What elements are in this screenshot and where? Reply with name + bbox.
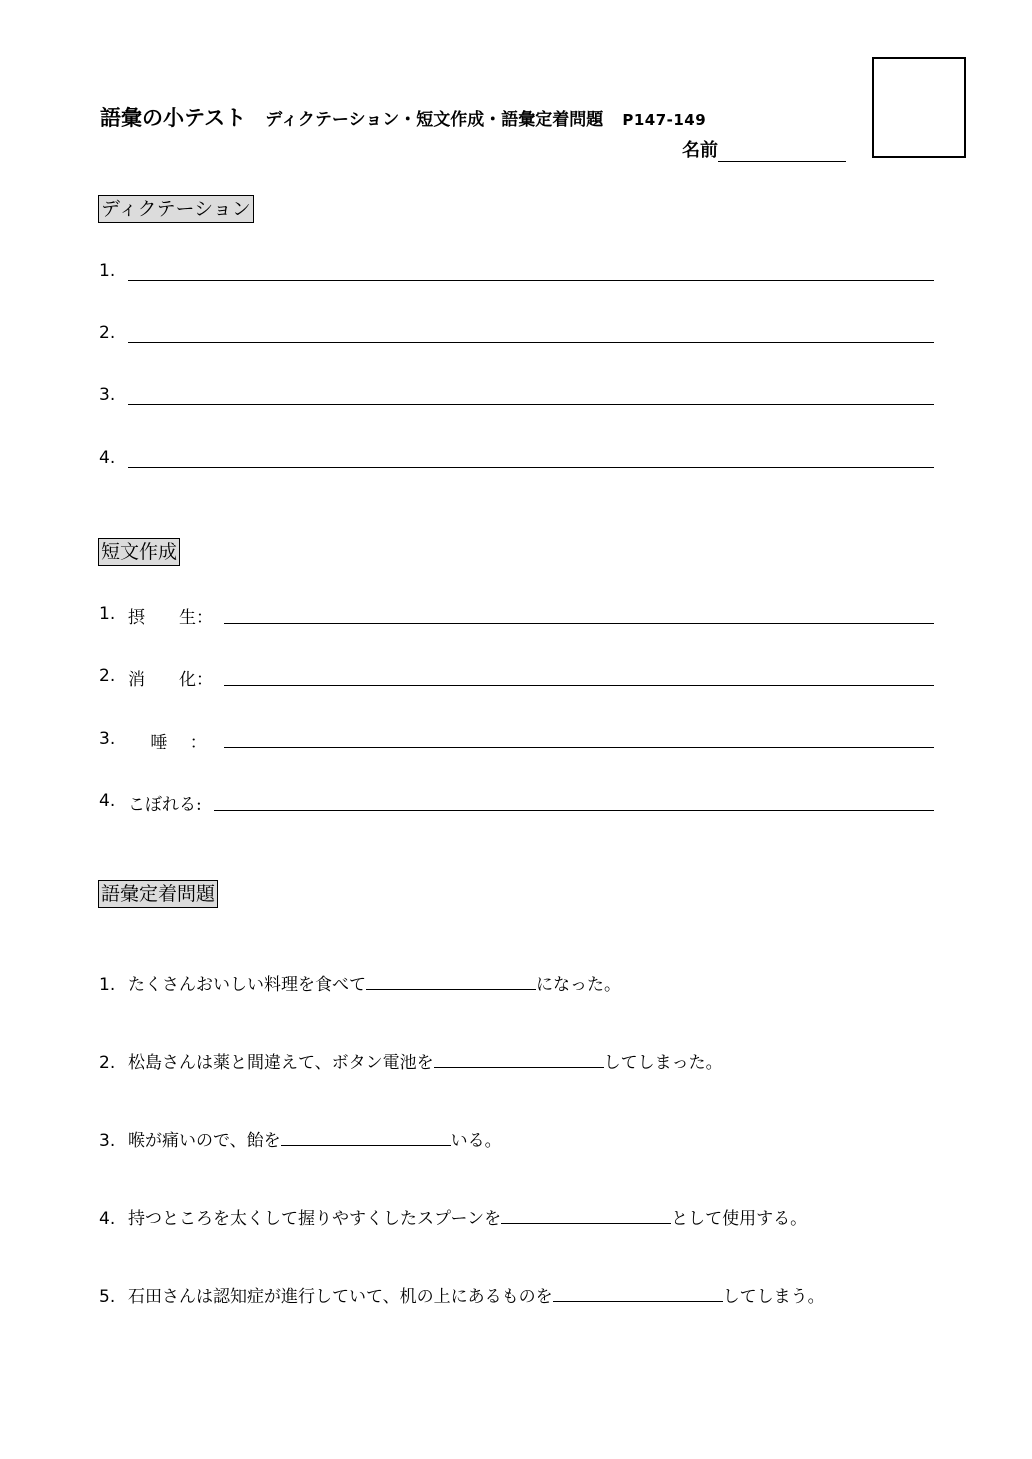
- dictation-answer-line-2[interactable]: [128, 342, 934, 343]
- vocab-number-5: 5.: [99, 1287, 116, 1307]
- dictation-answer-line-3[interactable]: [128, 404, 934, 405]
- dictation-number-1: 1.: [99, 261, 116, 281]
- dictation-number-3: 3.: [99, 385, 116, 405]
- vocab-text-before-1: たくさんおいしい料理を食べて: [128, 975, 366, 995]
- vocab-number-1: 1.: [99, 975, 116, 995]
- sentence-word-4: こぼれる:: [128, 795, 202, 815]
- vocab-text-before-3: 喉が痛いので、飴を: [128, 1131, 281, 1151]
- vocab-text-after-3: いる。: [450, 1131, 502, 1151]
- vocab-blank-5[interactable]: [553, 1285, 723, 1302]
- vocab-text-before-4: 持つところを太くして握りやすくしたスプーンを: [128, 1209, 502, 1229]
- score-box: [872, 57, 966, 158]
- dictation-number-4: 4.: [99, 448, 116, 468]
- vocab-number-3: 3.: [99, 1131, 116, 1151]
- sentence-word-1: 摂 生：: [128, 608, 213, 628]
- vocab-text-after-4: として使用する。: [671, 1209, 808, 1229]
- vocab-text-after-5: してしまう。: [722, 1287, 825, 1307]
- vocab-question-3: [99, 1126, 502, 1151]
- vocab-question-4: [99, 1204, 807, 1229]
- sentence-answer-line-2[interactable]: [224, 685, 934, 686]
- sentence-answer-line-1[interactable]: [224, 623, 934, 624]
- sentence-word-3: 唾 ：: [128, 733, 207, 753]
- vocab-question-5: [99, 1282, 825, 1307]
- sentence-number-2: 2.: [99, 666, 116, 686]
- sentence-number-3: 3.: [99, 729, 116, 749]
- vocab-heading: 語彙定着問題: [98, 880, 218, 908]
- dictation-answer-line-1[interactable]: [128, 280, 934, 281]
- sentence-number-4: 4.: [99, 791, 116, 811]
- sentence-heading: 短文作成: [98, 538, 180, 566]
- sentence-answer-line-4[interactable]: [214, 810, 934, 811]
- vocab-text-before-2: 松島さんは薬と間違えて、ボタン電池を: [128, 1053, 434, 1073]
- vocab-question-1: [99, 970, 621, 995]
- vocab-text-after-1: になった。: [536, 975, 621, 995]
- vocab-text-before-5: 石田さんは認知症が進行していて、机の上にあるものを: [128, 1287, 553, 1307]
- vocab-blank-4[interactable]: [501, 1207, 671, 1224]
- sentence-number-1: 1.: [99, 604, 116, 624]
- dictation-answer-line-4[interactable]: [128, 467, 934, 468]
- name-blank[interactable]: [718, 143, 846, 162]
- dictation-number-2: 2.: [99, 323, 116, 343]
- vocab-number-4: 4.: [99, 1209, 116, 1229]
- vocab-text-after-2: してしまった。: [603, 1053, 723, 1073]
- vocab-number-2: 2.: [99, 1053, 116, 1073]
- name-field: [682, 136, 846, 162]
- test-header: [100, 102, 706, 132]
- sentence-word-2: 消 化：: [128, 670, 213, 690]
- dictation-heading: ディクテーション: [98, 195, 254, 223]
- sentence-answer-line-3[interactable]: [224, 747, 934, 748]
- page-title: 語彙の小テスト: [100, 106, 247, 130]
- page-subtitle: ディクテーション・短文作成・語彙定着問題: [265, 110, 604, 130]
- name-label: 名前: [682, 140, 718, 161]
- vocab-blank-1[interactable]: [366, 973, 536, 990]
- vocab-blank-2[interactable]: [434, 1051, 604, 1068]
- page-range: P147-149: [622, 111, 707, 129]
- vocab-blank-3[interactable]: [281, 1129, 451, 1146]
- vocab-question-2: [99, 1048, 723, 1073]
